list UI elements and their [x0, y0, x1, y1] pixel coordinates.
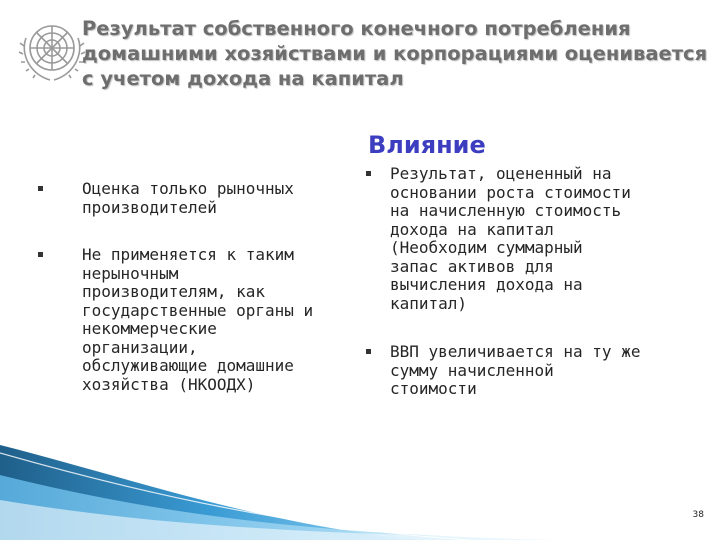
list-item-line: государственные органы и [82, 300, 314, 320]
list-item-line: (Необходим суммарный [390, 238, 583, 257]
title-line: с учетом дохода на капитал [82, 67, 404, 90]
list-item-line: обслуживающие домашние [82, 356, 294, 375]
list-item-line: сумму начисленной [390, 360, 554, 380]
left-bullet-list [38, 180, 338, 394]
list-item [38, 180, 338, 217]
list-item-line: хозяйства (НКООДХ) [82, 374, 256, 394]
list-item-line: нерыночным [82, 263, 179, 283]
list-item-line: запас активов для [390, 256, 554, 276]
right-bullet-list [360, 165, 660, 399]
square-bullet-icon [366, 349, 371, 354]
list-item-line: производителям, как [82, 282, 266, 301]
list-item-line: стоимости [390, 379, 477, 398]
list-item-line: ВВП увеличивается на ту же [390, 342, 641, 361]
square-bullet-icon [366, 171, 371, 176]
square-bullet-icon [38, 186, 43, 191]
list-item [360, 165, 660, 313]
list-item-line: организации, [82, 337, 198, 357]
page-number: 38 [692, 510, 704, 520]
list-item-line: основании роста стоимости [390, 182, 631, 202]
list-item-line: капитал) [390, 293, 468, 313]
title-line: Результат собственного конечного потребления [82, 17, 631, 40]
list-item-line: производителей [82, 197, 217, 217]
bottom-swoosh-decoration [0, 445, 720, 540]
square-bullet-icon [38, 252, 43, 257]
list-item-line: Оценка только рыночных [82, 179, 294, 198]
list-item-line: дохода на капитал [390, 219, 554, 239]
slide-title [82, 16, 708, 91]
list-item-line: на начисленную стоимость [390, 201, 622, 220]
un-emblem-icon [16, 14, 88, 86]
title-line: домашними хозяйствами и корпорациями оценивается [82, 42, 708, 65]
list-item-line: Не применяется к таким [82, 245, 294, 264]
list-item-line: некоммерческие [82, 319, 217, 338]
list-item-line: вычисления дохода на [390, 275, 583, 294]
impact-heading: Влияние [368, 131, 486, 159]
list-item [38, 246, 338, 394]
list-item [360, 343, 660, 399]
list-item-line: Результат, оцененный на [390, 164, 612, 183]
